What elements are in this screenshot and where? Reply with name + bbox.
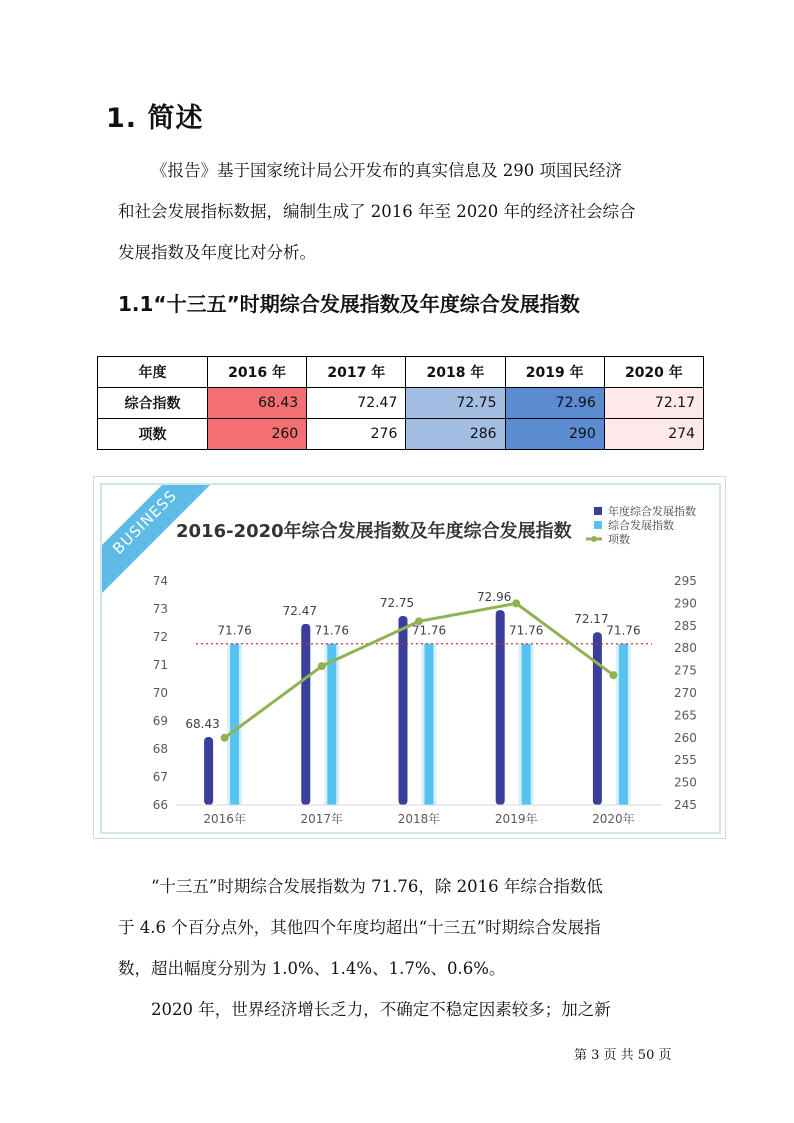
x-axis-tick: 2020年 xyxy=(592,812,635,826)
ribbon-label: BUSINESS xyxy=(109,486,181,558)
analysis-line: 数，超出幅度分别为 1.0%、1.4%、1.7%、0.6%。 xyxy=(118,959,506,978)
bar-label-overall: 71.76 xyxy=(411,623,447,638)
bar-overall-index xyxy=(327,644,336,805)
section-title: 1. 简述 xyxy=(106,103,204,134)
intro-line: 《报告》基于国家统计局公开发布的真实信息及 290 项国民经济 xyxy=(151,161,622,180)
x-axis-tick: 2017年 xyxy=(300,812,344,826)
bar-overall-index xyxy=(230,644,239,805)
right-axis-tick: 285 xyxy=(674,618,697,633)
legend-swatch-count-dot xyxy=(591,536,597,542)
subsection-title: 1.1“十三五”时期综合发展指数及年度综合发展指数 xyxy=(118,292,580,316)
left-axis-tick: 68 xyxy=(152,742,168,756)
bar-label-overall: 71.76 xyxy=(509,623,544,638)
table-header: 2020 年 xyxy=(604,357,703,388)
row-label: 综合指数 xyxy=(98,388,208,419)
table-cell: 274 xyxy=(604,419,703,450)
table-cell: 72.47 xyxy=(307,388,406,419)
line-point xyxy=(318,662,326,670)
page-footer: 第 3 页 共 50 页 xyxy=(574,1048,672,1063)
analysis-line: 于 4.6 个百分点外，其他四个年度均超出“十三五”时期综合发展指 xyxy=(118,918,601,937)
legend-swatch-annual xyxy=(594,507,602,515)
analysis-paragraph-cont xyxy=(118,907,678,989)
right-axis-tick: 275 xyxy=(674,663,697,678)
table-cell: 260 xyxy=(208,419,307,450)
intro-paragraph xyxy=(118,150,678,191)
table-cell: 290 xyxy=(505,419,604,450)
analysis-line: “十三五”时期综合发展指数为 71.76，除 2016 年综合指数低 xyxy=(151,877,603,896)
left-axis-tick: 73 xyxy=(152,602,168,616)
chart-title: 2016-2020年综合发展指数及年度综合发展指数 xyxy=(176,521,572,542)
bar-annual-index xyxy=(204,737,213,805)
index-table xyxy=(97,356,704,450)
left-axis-tick: 70 xyxy=(152,686,168,700)
left-axis-tick: 66 xyxy=(152,798,168,812)
table-row xyxy=(98,419,704,450)
right-axis-tick: 290 xyxy=(674,596,697,611)
intro-paragraph-cont xyxy=(118,191,678,273)
x-axis-tick: 2019年 xyxy=(494,812,538,826)
right-axis-tick: 265 xyxy=(674,708,697,723)
right-axis-tick: 255 xyxy=(674,753,697,768)
analysis-paragraph xyxy=(118,866,678,907)
row-label: 项数 xyxy=(98,419,208,450)
legend-label-overall: 综合发展指数 xyxy=(608,519,674,532)
bar-annual-index xyxy=(593,632,602,805)
bar-label-annual: 72.17 xyxy=(574,612,609,627)
right-axis-tick: 250 xyxy=(674,775,697,790)
left-axis-tick: 69 xyxy=(152,714,168,728)
legend-swatch-overall xyxy=(594,521,602,529)
combo-chart xyxy=(102,485,719,832)
right-axis-tick: 270 xyxy=(674,686,697,700)
intro-line: 和社会发展指标数据，编制生成了 2016 年至 2020 年的经济社会综合 xyxy=(118,202,636,221)
right-axis-tick: 260 xyxy=(674,730,697,745)
bar-label-annual: 68.43 xyxy=(185,716,220,731)
analysis-line: 2020 年，世界经济增长乏力，不确定不稳定因素较多；加之新 xyxy=(151,1000,611,1019)
intro-line: 发展指数及年度比对分析。 xyxy=(118,243,316,262)
left-axis-tick: 67 xyxy=(152,770,168,784)
bar-label-annual: 72.75 xyxy=(379,596,415,610)
table-header: 2016 年 xyxy=(208,357,307,388)
bar-annual-index xyxy=(301,624,310,805)
legend-label-count: 项数 xyxy=(608,533,630,546)
table-cell: 72.17 xyxy=(604,388,703,419)
analysis-paragraph-2 xyxy=(118,989,678,1030)
table-header: 年度 xyxy=(98,357,208,388)
bar-annual-index xyxy=(496,610,505,805)
right-axis-tick: 280 xyxy=(674,641,697,656)
x-axis-tick: 2016年 xyxy=(203,812,246,826)
line-point xyxy=(512,599,520,607)
bar-label-overall: 71.76 xyxy=(314,623,349,638)
chart-panel xyxy=(100,483,721,834)
table-cell: 276 xyxy=(307,419,406,450)
bar-label-overall: 71.76 xyxy=(606,623,641,638)
x-axis-tick: 2018年 xyxy=(397,812,441,826)
bar-overall-index xyxy=(425,644,434,805)
bar-label-annual: 72.47 xyxy=(282,603,317,618)
right-axis-tick: 295 xyxy=(674,574,697,588)
line-point xyxy=(609,671,617,679)
left-axis-tick: 71 xyxy=(152,658,168,672)
chart-frame xyxy=(93,476,726,839)
bar-overall-index xyxy=(522,644,531,805)
table-header: 2017 年 xyxy=(307,357,406,388)
table-header: 2018 年 xyxy=(406,357,505,388)
table-cell: 68.43 xyxy=(208,388,307,419)
bar-overall-index xyxy=(619,644,628,805)
legend-label-annual: 年度综合发展指数 xyxy=(608,505,696,518)
table-header-row xyxy=(98,357,704,388)
line-point xyxy=(221,734,229,742)
table-header: 2019 年 xyxy=(505,357,604,388)
table-cell: 286 xyxy=(406,419,505,450)
bar-label-overall: 71.76 xyxy=(217,623,252,638)
table-row xyxy=(98,388,704,419)
table-cell: 72.75 xyxy=(406,388,505,419)
table-cell: 72.96 xyxy=(505,388,604,419)
left-axis-tick: 72 xyxy=(152,630,168,644)
left-axis-tick: 74 xyxy=(152,574,168,588)
bar-label-annual: 72.96 xyxy=(477,590,512,605)
right-axis-tick: 245 xyxy=(674,798,697,812)
